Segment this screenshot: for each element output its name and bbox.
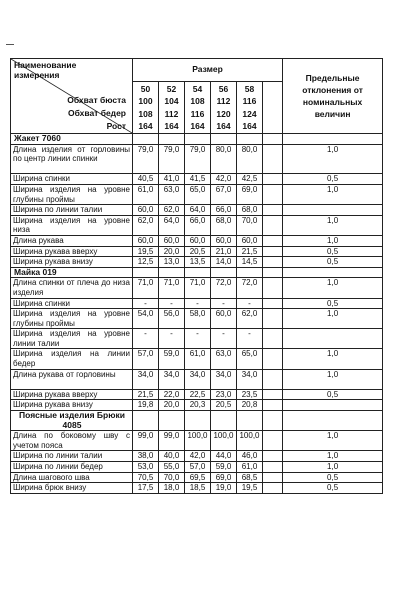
measure-value: 80,0 <box>237 144 263 174</box>
measure-value: 42,0 <box>211 174 237 185</box>
measure-row <box>11 215 383 235</box>
measure-value: 70,5 <box>133 472 159 483</box>
header-row-top <box>11 59 383 82</box>
measure-value: 60,0 <box>211 309 237 329</box>
measure-value: 68,0 <box>211 215 237 235</box>
measurement-labels <box>14 94 126 133</box>
deviation-header: Предельные отклонения от номинальных величин <box>283 59 383 134</box>
section-title: Майка 019 <box>11 267 133 278</box>
measure-name: Ширина рукава вверху <box>11 246 133 257</box>
empty-cell <box>263 462 283 473</box>
measure-name: Длина шагового шва <box>11 472 133 483</box>
tolerance-value: 1,0 <box>283 451 383 462</box>
measure-row <box>11 472 383 483</box>
size-hip-value: 124 <box>242 108 257 119</box>
size-column-header <box>185 82 211 134</box>
section-title: Жакет 7060 <box>11 134 133 145</box>
bust-label: Обхват бюста <box>67 95 126 105</box>
empty-cell <box>263 235 283 246</box>
empty-cell <box>133 411 159 431</box>
size-size-value: 58 <box>244 83 255 94</box>
measure-value: - <box>185 298 211 309</box>
measure-value: - <box>133 298 159 309</box>
empty-cell <box>263 472 283 483</box>
measure-name: Ширина рукава внизу <box>11 400 133 411</box>
measure-value: 62,0 <box>237 309 263 329</box>
measure-value: 14,0 <box>211 257 237 268</box>
empty-cell <box>263 184 283 204</box>
empty-cell <box>263 309 283 329</box>
page-mark <box>6 44 14 45</box>
measure-name: Длина рукава от горловины <box>11 369 133 389</box>
empty-cell <box>263 431 283 451</box>
tolerance-value: 1,0 <box>283 309 383 329</box>
measure-value: 60,0 <box>159 235 185 246</box>
measure-value: 100,0 <box>185 431 211 451</box>
measure-value: - <box>237 329 263 349</box>
empty-cell <box>283 134 383 145</box>
size-header: Размер <box>133 59 283 82</box>
empty-cell <box>263 483 283 494</box>
measure-value: 68,5 <box>237 472 263 483</box>
measure-row <box>11 174 383 185</box>
measure-value: 69,0 <box>211 472 237 483</box>
measure-value: 65,0 <box>185 184 211 204</box>
header-name-cell <box>11 59 133 134</box>
measure-value: 19,0 <box>211 483 237 494</box>
measure-value: 60,0 <box>237 235 263 246</box>
tolerance-value: 1,0 <box>283 462 383 473</box>
measure-value: 100,0 <box>237 431 263 451</box>
size-bust-value: 112 <box>216 96 231 107</box>
measure-value: 70,0 <box>159 472 185 483</box>
measure-value: 63,0 <box>159 184 185 204</box>
measure-value: 42,0 <box>185 451 211 462</box>
size-hip-value: 112 <box>164 108 179 119</box>
size-column-header <box>159 82 185 134</box>
tolerance-value: 1,0 <box>283 184 383 204</box>
measure-value: 72,0 <box>237 278 263 298</box>
measure-row <box>11 205 383 216</box>
tolerance-value <box>283 329 383 349</box>
size-height-value: 164 <box>216 120 231 131</box>
size-height-value: 164 <box>138 120 153 131</box>
measure-value: 21,5 <box>237 246 263 257</box>
size-hip-value: 120 <box>216 108 231 119</box>
measure-value: 63,0 <box>211 349 237 369</box>
measure-value: 23,5 <box>237 389 263 400</box>
measure-value: - <box>237 298 263 309</box>
measure-value: 60,0 <box>211 235 237 246</box>
empty-cell <box>185 267 211 278</box>
measure-value: 53,0 <box>133 462 159 473</box>
empty-cell <box>237 267 263 278</box>
measure-value: 62,0 <box>159 205 185 216</box>
empty-cell <box>263 411 283 431</box>
measure-value: 80,0 <box>211 144 237 174</box>
measure-value: 60,0 <box>185 235 211 246</box>
size-hip-value: 108 <box>138 108 153 119</box>
measure-name: Длина спинки от плеча до низа изделия <box>11 278 133 298</box>
measure-value: 18,5 <box>185 483 211 494</box>
empty-cell <box>283 411 383 431</box>
measure-value: - <box>211 329 237 349</box>
measure-row <box>11 483 383 494</box>
measure-value: 20,5 <box>185 246 211 257</box>
measure-value: 13,5 <box>185 257 211 268</box>
empty-cell <box>237 134 263 145</box>
empty-cell <box>159 134 185 145</box>
measure-value: 65,0 <box>237 349 263 369</box>
measure-value: 21,5 <box>133 389 159 400</box>
measure-value: 69,0 <box>237 184 263 204</box>
size-column-header <box>211 82 237 134</box>
measure-value: 64,0 <box>159 215 185 235</box>
size-height-value: 164 <box>190 120 205 131</box>
measure-value: 41,0 <box>159 174 185 185</box>
size-bust-value: 104 <box>164 96 179 107</box>
measure-name: Длина по боковому шву с учетом пояса <box>11 431 133 451</box>
measure-value: 17,5 <box>133 483 159 494</box>
measure-value: 34,0 <box>211 369 237 389</box>
tolerance-value: 0,5 <box>283 174 383 185</box>
measure-value: 22,0 <box>159 389 185 400</box>
measure-value: 55,0 <box>159 462 185 473</box>
measure-value: 23,0 <box>211 389 237 400</box>
tolerance-value: 0,5 <box>283 298 383 309</box>
measure-value: 18,0 <box>159 483 185 494</box>
name-header-label: Наименование измерения <box>14 60 77 80</box>
empty-cell <box>159 411 185 431</box>
hip-label: Обхват бедер <box>67 108 126 118</box>
measure-value: 57,0 <box>133 349 159 369</box>
measure-value: 58,0 <box>185 309 211 329</box>
measure-value: 34,0 <box>133 369 159 389</box>
measure-value: 34,0 <box>159 369 185 389</box>
tolerance-value: 0,5 <box>283 246 383 257</box>
measure-value: 19,5 <box>133 246 159 257</box>
empty-cell <box>133 134 159 145</box>
measure-name: Длина рукава <box>11 235 133 246</box>
measure-value: 12,5 <box>133 257 159 268</box>
measure-row <box>11 451 383 462</box>
measure-value: 68,0 <box>237 205 263 216</box>
measure-row <box>11 369 383 389</box>
measure-value: 38,0 <box>133 451 159 462</box>
measure-row <box>11 349 383 369</box>
measure-row <box>11 329 383 349</box>
empty-cell <box>263 369 283 389</box>
measure-value: 79,0 <box>185 144 211 174</box>
measure-value: 66,0 <box>211 205 237 216</box>
empty-cell <box>211 134 237 145</box>
size-spare-cell <box>263 82 283 134</box>
measure-row <box>11 246 383 257</box>
measure-value: 61,0 <box>237 462 263 473</box>
measure-value: 62,0 <box>133 215 159 235</box>
size-height-value: 164 <box>164 120 179 131</box>
empty-cell <box>263 278 283 298</box>
measure-value: 99,0 <box>159 431 185 451</box>
measure-value: 79,0 <box>159 144 185 174</box>
empty-cell <box>133 267 159 278</box>
measure-value: 72,0 <box>211 278 237 298</box>
tolerance-value: 0,5 <box>283 483 383 494</box>
measure-row <box>11 144 383 174</box>
measure-value: 60,0 <box>133 205 159 216</box>
measure-value: - <box>211 298 237 309</box>
measure-value: - <box>159 329 185 349</box>
empty-cell <box>211 267 237 278</box>
size-column-header <box>237 82 263 134</box>
tolerance-value: 1,0 <box>283 144 383 174</box>
section-row <box>11 134 383 145</box>
measure-value: 57,0 <box>185 462 211 473</box>
tolerance-value: 1,0 <box>283 215 383 235</box>
empty-cell <box>185 411 211 431</box>
tolerance-value: 0,5 <box>283 389 383 400</box>
empty-cell <box>185 134 211 145</box>
size-size-value: 54 <box>192 83 203 94</box>
measure-name: Ширина изделия на линии бедер <box>11 349 133 369</box>
measure-name: Ширина изделия на уровне линии талии <box>11 329 133 349</box>
size-bust-value: 108 <box>190 96 205 107</box>
tolerance-value: 0,5 <box>283 472 383 483</box>
measure-value: 69,5 <box>185 472 211 483</box>
measure-value: 71,0 <box>133 278 159 298</box>
measure-row <box>11 389 383 400</box>
measure-value: 59,0 <box>211 462 237 473</box>
measure-value: 14,5 <box>237 257 263 268</box>
measure-value: 99,0 <box>133 431 159 451</box>
measure-name: Ширина по линии бедер <box>11 462 133 473</box>
empty-cell <box>159 267 185 278</box>
size-hip-value: 116 <box>190 108 205 119</box>
empty-cell <box>263 298 283 309</box>
measure-value: 66,0 <box>185 215 211 235</box>
size-bust-value: 100 <box>138 96 153 107</box>
measure-value: 41,5 <box>185 174 211 185</box>
tolerance-value: 1,0 <box>283 349 383 369</box>
measure-name: Ширина изделия на уровне глубины проймы <box>11 309 133 329</box>
measure-value: 22,5 <box>185 389 211 400</box>
measure-row <box>11 257 383 268</box>
measure-value: 71,0 <box>185 278 211 298</box>
empty-cell <box>283 267 383 278</box>
measure-value: - <box>133 329 159 349</box>
tolerance-value: 1,0 <box>283 431 383 451</box>
measure-value: 20,0 <box>159 400 185 411</box>
tolerance-value: 1,0 <box>283 278 383 298</box>
empty-cell <box>263 205 283 216</box>
measure-row <box>11 309 383 329</box>
measure-value: 20,3 <box>185 400 211 411</box>
measure-row <box>11 184 383 204</box>
measure-name: Ширина брюк внизу <box>11 483 133 494</box>
measure-value: 20,0 <box>159 246 185 257</box>
empty-cell <box>211 411 237 431</box>
empty-cell <box>263 257 283 268</box>
tolerance-value: 0,5 <box>283 257 383 268</box>
section-row <box>11 411 383 431</box>
measure-value: 19,8 <box>133 400 159 411</box>
tolerance-value: 1,0 <box>283 235 383 246</box>
empty-cell <box>263 400 283 411</box>
measure-name: Ширина изделия на уровне глубины проймы <box>11 184 133 204</box>
measure-value: 100,0 <box>211 431 237 451</box>
empty-cell <box>237 411 263 431</box>
measure-value: 34,0 <box>237 369 263 389</box>
measure-value: - <box>159 298 185 309</box>
measure-value: 21,0 <box>211 246 237 257</box>
measure-name: Ширина изделия на уровне низа <box>11 215 133 235</box>
measure-row <box>11 235 383 246</box>
measure-value: - <box>185 329 211 349</box>
measure-value: 61,0 <box>185 349 211 369</box>
measure-name: Ширина спинки <box>11 298 133 309</box>
measure-name: Длина изделия от горловины по центр линии спинки <box>11 144 133 174</box>
section-title: Поясные изделия Брюки 4085 <box>11 411 133 431</box>
empty-cell <box>263 215 283 235</box>
measure-value: 20,8 <box>237 400 263 411</box>
size-spec-table <box>10 58 383 494</box>
measure-name: Ширина спинки <box>11 174 133 185</box>
empty-cell <box>263 329 283 349</box>
size-size-value: 56 <box>218 83 229 94</box>
size-size-value: 50 <box>140 83 151 94</box>
measure-value: 13,0 <box>159 257 185 268</box>
empty-cell <box>263 349 283 369</box>
measure-value: 19,5 <box>237 483 263 494</box>
tolerance-value <box>283 400 383 411</box>
measure-value: 46,0 <box>237 451 263 462</box>
measure-name: Ширина рукава вверху <box>11 389 133 400</box>
measure-value: 42,5 <box>237 174 263 185</box>
empty-cell <box>263 246 283 257</box>
measure-name: Ширина по линии талии <box>11 451 133 462</box>
measure-value: 64,0 <box>185 205 211 216</box>
measure-name: Ширина рукава внизу <box>11 257 133 268</box>
empty-cell <box>263 144 283 174</box>
measure-value: 67,0 <box>211 184 237 204</box>
measure-value: 71,0 <box>159 278 185 298</box>
measure-value: 70,0 <box>237 215 263 235</box>
measure-value: 44,0 <box>211 451 237 462</box>
measure-value: 20,5 <box>211 400 237 411</box>
tolerance-value <box>283 205 383 216</box>
measure-value: 59,0 <box>159 349 185 369</box>
measure-value: 40,5 <box>133 174 159 185</box>
measure-row <box>11 462 383 473</box>
measure-row <box>11 298 383 309</box>
size-bust-value: 116 <box>242 96 257 107</box>
measure-value: 54,0 <box>133 309 159 329</box>
size-column-header <box>133 82 159 134</box>
tolerance-value: 1,0 <box>283 369 383 389</box>
measure-name: Ширина по линии талии <box>11 205 133 216</box>
section-row <box>11 267 383 278</box>
height-label: Рост <box>106 121 126 131</box>
empty-cell <box>263 267 283 278</box>
measure-value: 60,0 <box>133 235 159 246</box>
measure-value: 79,0 <box>133 144 159 174</box>
measure-row <box>11 278 383 298</box>
empty-cell <box>263 451 283 462</box>
measure-value: 61,0 <box>133 184 159 204</box>
measure-value: 56,0 <box>159 309 185 329</box>
empty-cell <box>263 174 283 185</box>
empty-cell <box>263 389 283 400</box>
size-size-value: 52 <box>166 83 177 94</box>
measure-value: 34,0 <box>185 369 211 389</box>
measure-row <box>11 431 383 451</box>
measure-value: 40,0 <box>159 451 185 462</box>
size-height-value: 164 <box>242 120 257 131</box>
measure-row <box>11 400 383 411</box>
empty-cell <box>263 134 283 145</box>
